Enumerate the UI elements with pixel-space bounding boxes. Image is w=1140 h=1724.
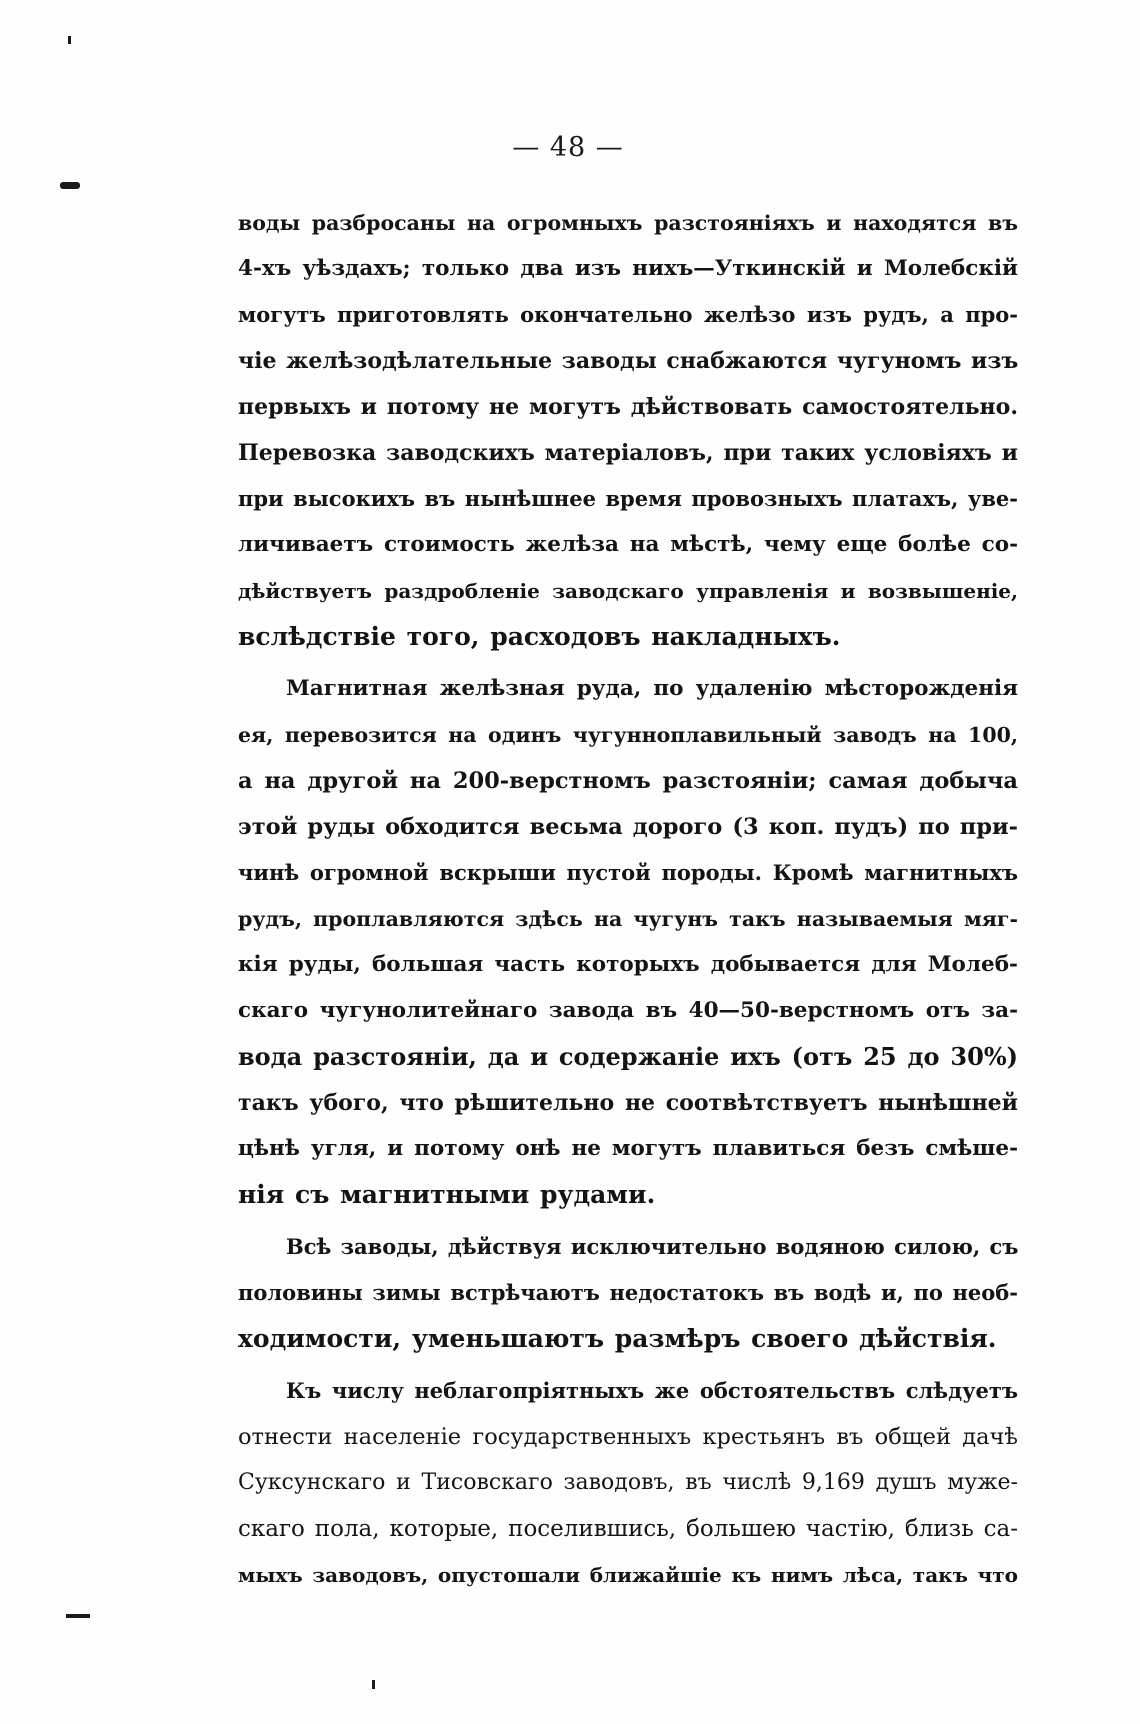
text-line: половины зимы встрѣчаютъ недостатокъ въ водѣ и, по необ- <box>238 1280 1018 1305</box>
text-line: воды разбросаны на огромныхъ разстояніяхъ и находятся въ <box>238 211 1018 235</box>
text-line: 4-хъ уѣздахъ; только два изъ нихъ—Уткинскій и Молебскій <box>238 256 1018 281</box>
text-line: а на другой на 200-верстномъ разстояніи; самая добыча <box>238 768 1018 794</box>
text-line: вода разстояніи, да и содержаніе ихъ (отъ 25 до 30%) <box>238 1042 1018 1071</box>
text-line: этой руды обходится весьма дорого (3 коп. пудъ) по при- <box>238 814 1018 840</box>
paragraph <box>238 200 1018 660</box>
paragraph <box>238 666 1018 1218</box>
text-line: нія съ магнитными рудами. <box>238 1180 656 1209</box>
text-line: такъ убого, что рѣшительно не соотвѣтствуетъ нынѣшней <box>238 1090 1018 1116</box>
text-line: могутъ приготовлять окончательно желѣзо изъ рудъ, а про- <box>238 302 1018 327</box>
text-line: личиваетъ стоимость желѣза на мѣстѣ, чему еще болѣе со- <box>238 532 1018 557</box>
text-line: Суксунскаго и Тисовскаго заводовъ, въ числѣ 9,169 душъ муже- <box>238 1470 1018 1495</box>
text-line: вслѣдствіе того, расходовъ накладныхъ. <box>238 622 841 651</box>
scan-artifact-mark <box>66 1614 90 1618</box>
scan-artifact-mark <box>60 182 80 189</box>
text-line: Къ числу неблагопріятныхъ же обстоятельствъ слѣдуетъ <box>286 1378 1018 1403</box>
text-line: рудъ, проплавляются здѣсь на чугунъ такъ называемыя мяг- <box>238 907 1018 931</box>
text-line: скаго пола, которые, поселившись, большею частію, близь са- <box>238 1516 1018 1542</box>
paragraph <box>238 1224 1018 1362</box>
text-line: чинѣ огромной вскрыши пустой породы. Кромѣ магнитныхъ <box>238 860 1018 885</box>
text-line: ея, перевозится на одинъ чугунноплавильный заводъ на 100, <box>238 723 1018 747</box>
text-line: Перевозка заводскихъ матеріаловъ, при таких условіяхъ и <box>238 440 1018 466</box>
text-line: отнести населеніе государственныхъ крестьянъ въ общей дачѣ <box>238 1424 1018 1450</box>
text-line: дѣйствуетъ раздробленіе заводскаго управленія и возвышеніе, <box>238 579 1018 603</box>
text-line: скаго чугунолитейнаго завода въ 40—50-верстномъ отъ за- <box>238 998 1018 1023</box>
text-line: первыхъ и потому не могутъ дѣйствовать самостоятельно. <box>238 394 1018 420</box>
text-line: Всѣ заводы, дѣйствуя исключительно водяною силою, съ <box>286 1234 1018 1259</box>
page-number: — 48 — <box>512 132 624 163</box>
paragraph <box>238 1368 1018 1598</box>
text-line: ходимости, уменьшаютъ размѣръ своего дѣйствія. <box>238 1324 997 1353</box>
text-line: при высокихъ въ нынѣшнее время провозныхъ платахъ, уве- <box>238 486 1018 511</box>
text-line: цѣнѣ угля, и потому онѣ не могутъ плавиться безъ смѣше- <box>238 1136 1018 1161</box>
text-line: мыхъ заводовъ, опустошали ближайшіе къ нимъ лѣса, такъ что <box>238 1563 1018 1587</box>
scan-artifact-mark <box>372 1680 375 1689</box>
text-line: чіе желѣзодѣлательные заводы снабжаются чугуномъ изъ <box>238 348 1018 374</box>
scan-artifact-mark <box>68 36 71 44</box>
body-text <box>238 200 1018 1598</box>
text-line: Магнитная желѣзная руда, по удаленію мѣсторожденія <box>286 676 1018 701</box>
text-line: кія руды, большая часть которыхъ добывается для Молеб- <box>238 952 1018 977</box>
